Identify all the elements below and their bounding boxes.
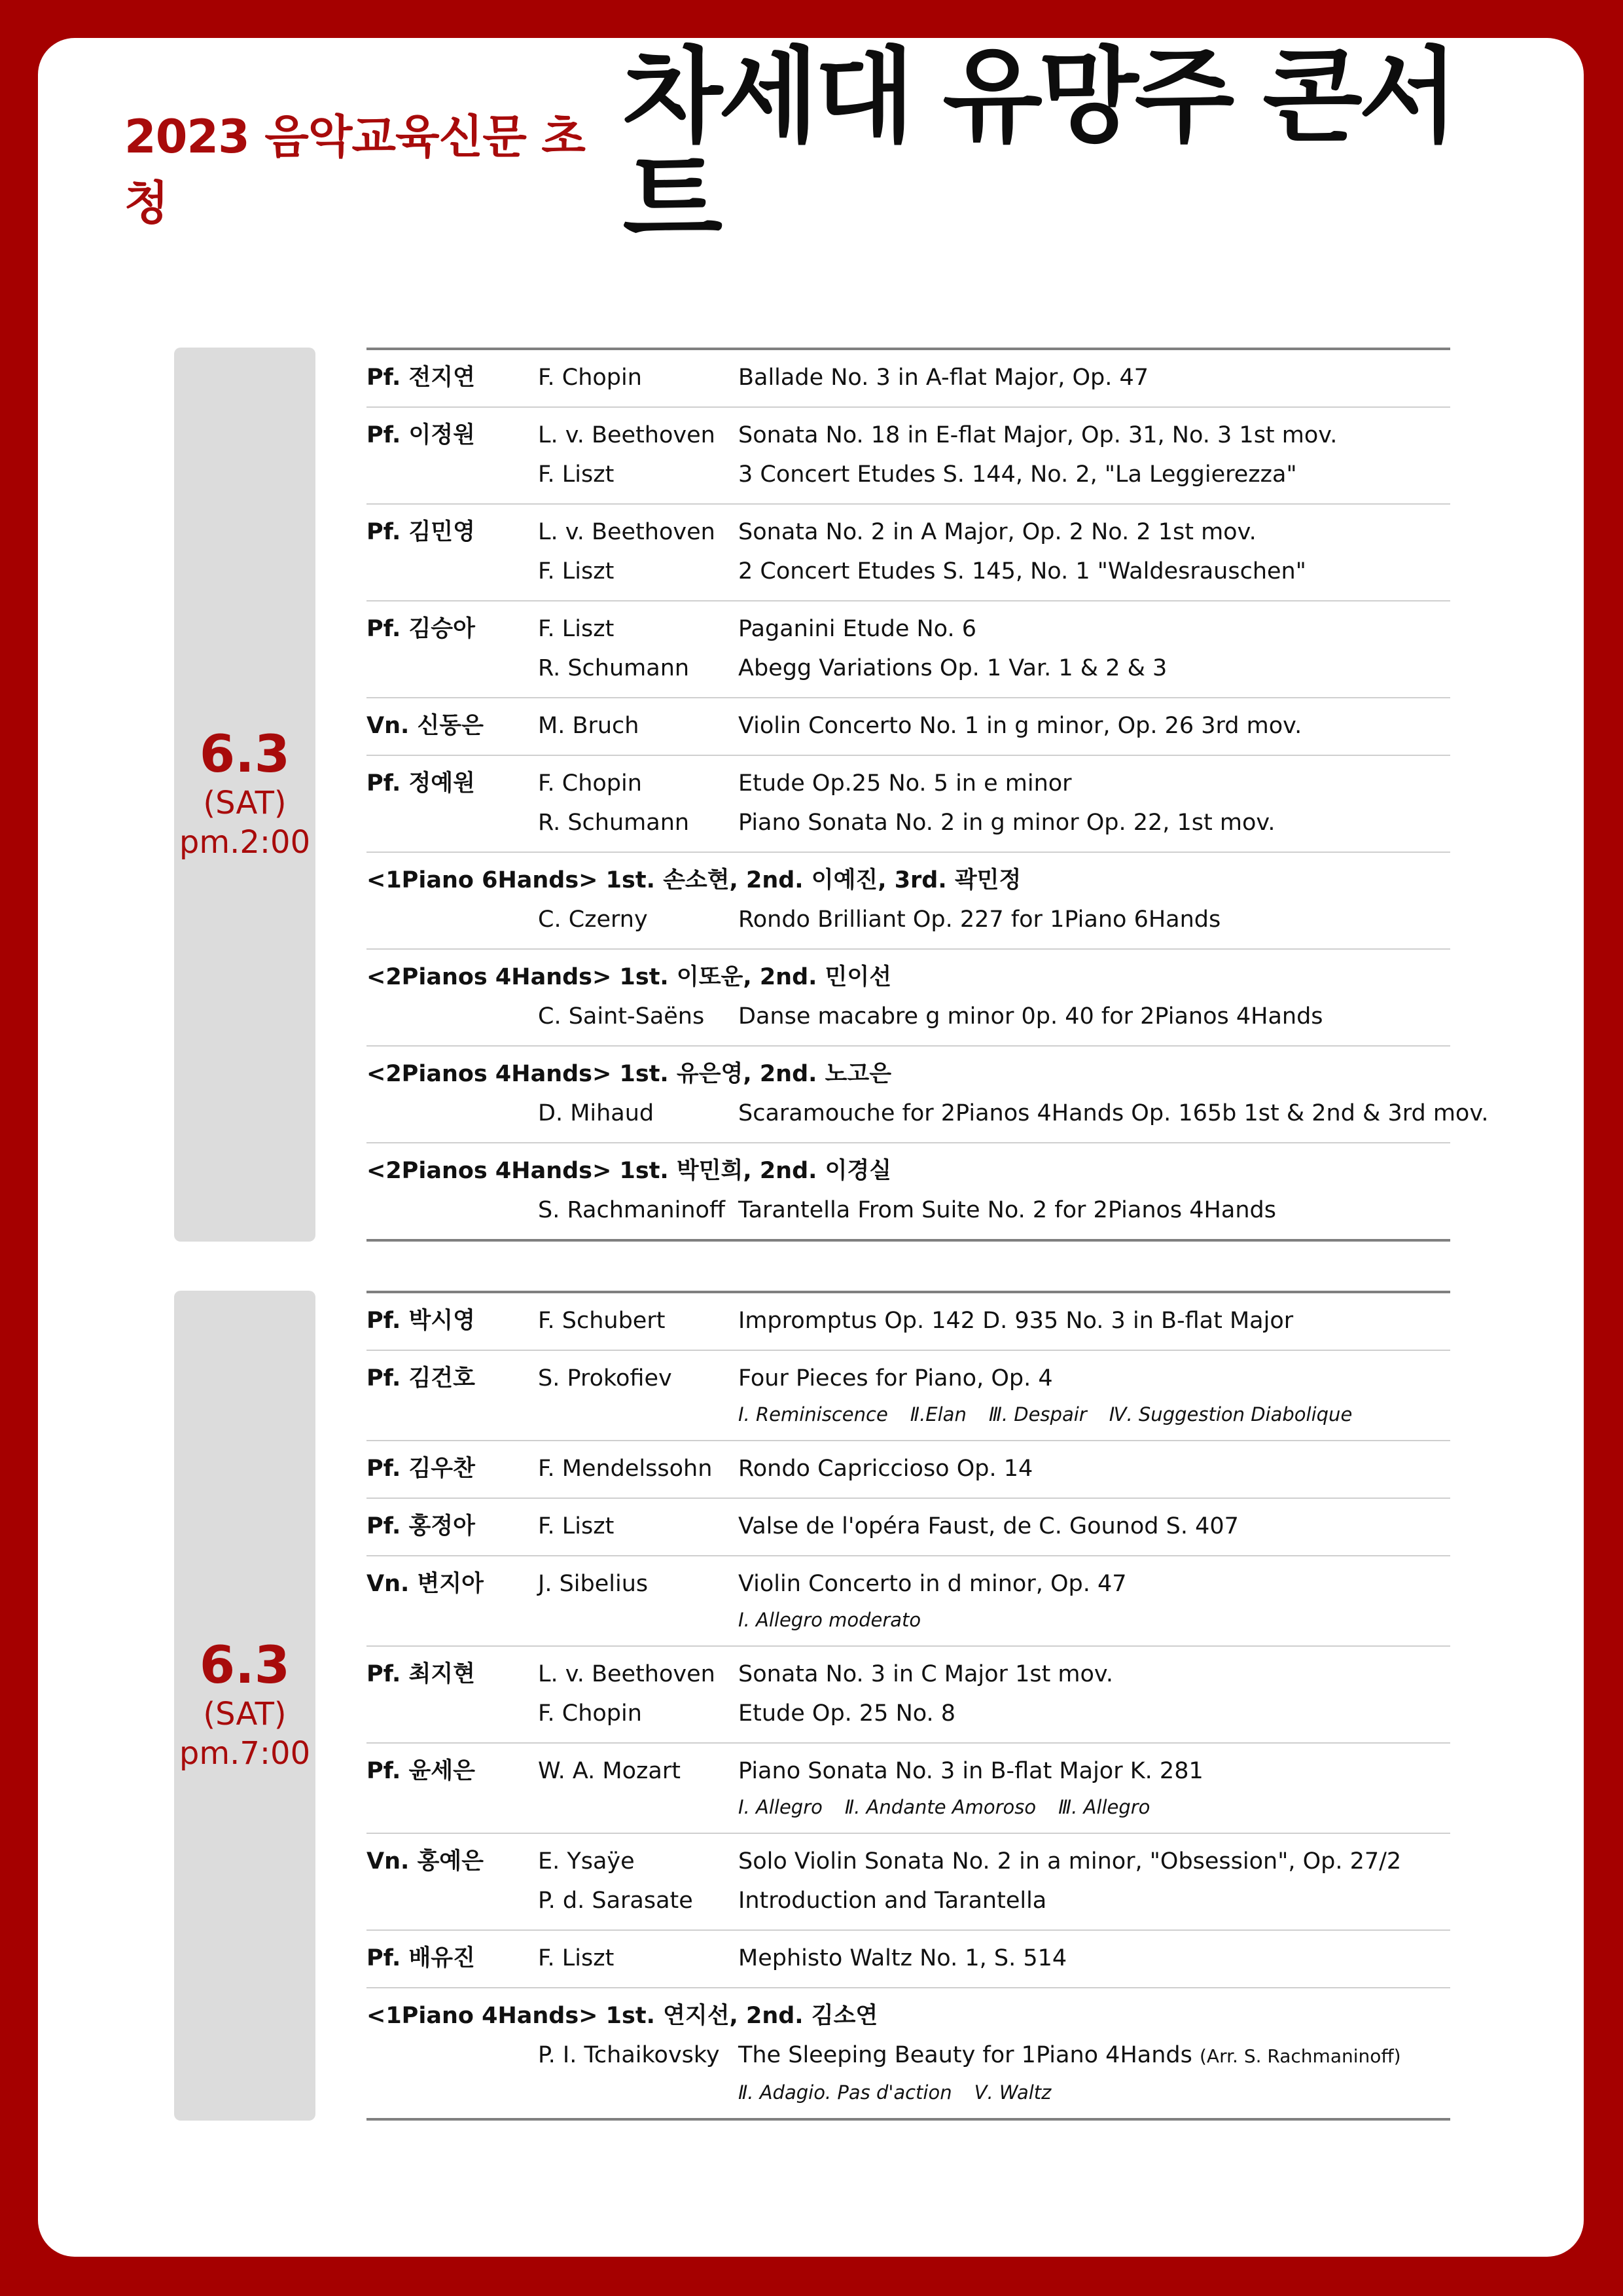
date-time: pm.7:00: [179, 1734, 311, 1772]
program-section-afternoon: [366, 348, 1489, 1242]
work-title-text: Impromptus Op. 142 D. 935 No. 3 in B-flat Major: [738, 1308, 1294, 1334]
composer-name: W. A. Mozart: [538, 1758, 681, 1784]
piece-row: [366, 1449, 1450, 1488]
work-title-text: Introduction and Tarantella: [738, 1888, 1047, 1914]
performer-name: Pf. 윤세은: [366, 1758, 475, 1784]
composer-name: F. Liszt: [538, 558, 615, 584]
composer-name: E. Ysaÿe: [538, 1848, 635, 1874]
program-entry: [366, 1293, 1450, 1351]
program-entry: [366, 601, 1450, 698]
composer-name: F. Mendelssohn: [538, 1456, 713, 1482]
ensemble-label: <1Piano 6Hands> 1st. 손소현, 2nd. 이예진, 3rd. 곽민정: [366, 867, 1022, 893]
work-title: [738, 2036, 1450, 2076]
performer-name: Pf. 전지연: [366, 365, 475, 391]
piece-row: [366, 1507, 1450, 1546]
performer-name: Pf. 배유진: [366, 1945, 475, 1971]
work-title: [738, 1507, 1450, 1546]
work-title-text: Sonata No. 18 in E-flat Major, Op. 31, No. 3 1st mov.: [738, 422, 1338, 448]
work-title: [738, 649, 1450, 688]
piece-row: [366, 1939, 1450, 1978]
piece-row: [366, 1094, 1489, 1133]
piece-row: [366, 1301, 1450, 1340]
program-entry: [366, 1744, 1450, 1834]
work-title: [738, 552, 1450, 591]
work-title: [738, 706, 1450, 745]
performer-name: Pf. 김승아: [366, 616, 475, 642]
work-title: [738, 512, 1450, 552]
movement-item: Ⅱ.Elan: [910, 1403, 967, 1426]
performer-name: Vn. 신동은: [366, 713, 484, 739]
composer-name: F. Liszt: [538, 616, 615, 642]
movement-item: Ⅲ. Despair: [988, 1403, 1087, 1426]
work-title: [738, 1655, 1450, 1694]
composer-name: P. d. Sarasate: [538, 1888, 693, 1914]
movement-item: Ⅰ. Reminiscence: [738, 1403, 888, 1426]
work-title: [738, 1694, 1450, 1733]
work-title-text: Danse macabre g minor 0p. 40 for 2Pianos 4Hands: [738, 1003, 1323, 1030]
piece-row: [366, 997, 1450, 1036]
work-title: [738, 1842, 1450, 1881]
work-title-text: Violin Concerto No. 1 in g minor, Op. 26 3rd mov.: [738, 713, 1302, 739]
performer-name: Pf. 김민영: [366, 519, 475, 545]
ensemble-label: <2Pianos 4Hands> 1st. 유은영, 2nd. 노고은: [366, 1061, 892, 1087]
arrangement-note: (Arr. S. Rachmaninoff): [1200, 2045, 1401, 2067]
work-title: [738, 900, 1450, 939]
performer-name: Pf. 박시영: [366, 1308, 475, 1334]
work-title-text: Etude Op.25 No. 5 in e minor: [738, 770, 1072, 797]
piece-row: [366, 455, 1450, 494]
program-entry: [366, 853, 1450, 950]
movement-item: Ⅰ. Allegro: [738, 1796, 823, 1818]
date-box-afternoon: [174, 348, 315, 1242]
composer-name: L. v. Beethoven: [538, 422, 715, 448]
movement-item: Ⅱ. Andante Amoroso: [844, 1796, 1037, 1818]
program-entry: [366, 1647, 1450, 1744]
title-sponsor: 2023 음악교육신문 초청: [124, 110, 585, 230]
performer-name: Pf. 최지현: [366, 1661, 475, 1687]
date-time: pm.2:00: [179, 823, 311, 861]
performer-name: Pf. 홍정아: [366, 1513, 475, 1539]
performer-name: Vn. 홍예은: [366, 1848, 484, 1874]
composer-name: F. Liszt: [538, 1513, 615, 1539]
work-title-text: The Sleeping Beauty for 1Piano 4Hands: [738, 2042, 1192, 2068]
work-title: [738, 358, 1450, 397]
performer-name: Vn. 변지아: [366, 1571, 484, 1597]
work-title-text: 3 Concert Etudes S. 144, No. 2, "La Leggierezza": [738, 461, 1297, 488]
movement-item: Ⅴ. Waltz: [974, 2081, 1052, 2104]
program-entry: [366, 1441, 1450, 1499]
program-entry: [366, 408, 1450, 505]
piece-row: [366, 1191, 1450, 1230]
movements-list: [366, 1398, 1450, 1431]
piece-row: [366, 1751, 1450, 1791]
performer-name: Pf. 정예원: [366, 770, 475, 797]
work-title-text: Rondo Capriccioso Op. 14: [738, 1456, 1033, 1482]
composer-name: F. Liszt: [538, 461, 615, 488]
piece-row: [366, 1881, 1450, 1920]
title-concert: 차세대 유망주 콘서트: [622, 37, 1455, 260]
work-title-text: Ballade No. 3 in A-flat Major, Op. 47: [738, 365, 1149, 391]
work-title: [738, 1449, 1450, 1488]
program-entry: [366, 1834, 1450, 1931]
program-section-evening: [366, 1291, 1450, 2121]
work-title-text: Piano Sonata No. 3 in B-flat Major K. 281: [738, 1758, 1204, 1784]
piece-row: [366, 706, 1450, 745]
performer-name: Pf. 김건호: [366, 1365, 475, 1391]
composer-name: C. Saint-Saëns: [538, 1003, 705, 1030]
work-title: [738, 609, 1450, 649]
work-title: [738, 1301, 1450, 1340]
work-title: [738, 1939, 1450, 1978]
piece-row: [366, 764, 1450, 803]
movement-item: Ⅰ. Allegro moderato: [738, 1609, 921, 1631]
work-title: [738, 1359, 1450, 1398]
work-title: [738, 764, 1450, 803]
date-weekday: (SAT): [203, 1695, 287, 1732]
composer-name: M. Bruch: [538, 713, 639, 739]
piece-row: [366, 1359, 1450, 1398]
work-title: [738, 1881, 1450, 1920]
composer-name: C. Czerny: [538, 906, 648, 933]
composer-name: R. Schumann: [538, 655, 690, 681]
work-title-text: Scaramouche for 2Pianos 4Hands Op. 165b 1st & 2nd & 3rd mov.: [738, 1100, 1489, 1126]
date-weekday: (SAT): [203, 784, 287, 821]
piece-row: [366, 609, 1450, 649]
program-entry: [366, 950, 1450, 1047]
composer-name: L. v. Beethoven: [538, 1661, 715, 1687]
piece-row: [366, 552, 1450, 591]
program-entry: [366, 1931, 1450, 1988]
program-entry: [366, 350, 1450, 408]
piece-row: [366, 416, 1450, 455]
piece-row: [366, 1694, 1450, 1733]
piece-row: [366, 649, 1450, 688]
work-title-text: Violin Concerto in d minor, Op. 47: [738, 1571, 1127, 1597]
program-entry: [366, 1988, 1450, 2118]
work-title: [738, 416, 1450, 455]
work-title-text: Valse de l'opéra Faust, de C. Gounod S. 407: [738, 1513, 1239, 1539]
work-title-text: Mephisto Waltz No. 1, S. 514: [738, 1945, 1067, 1971]
movements-list: [366, 1604, 1450, 1636]
composer-name: D. Mihaud: [538, 1100, 654, 1126]
work-title-text: Sonata No. 2 in A Major, Op. 2 No. 2 1st mov.: [738, 519, 1257, 545]
work-title: [738, 1564, 1450, 1604]
piece-row: [366, 358, 1450, 397]
work-title-text: Sonata No. 3 in C Major 1st mov.: [738, 1661, 1114, 1687]
work-title-text: Tarantella From Suite No. 2 for 2Pianos 4Hands: [738, 1197, 1276, 1223]
composer-name: J. Sibelius: [538, 1571, 649, 1597]
piece-row: [366, 2036, 1450, 2076]
work-title: [738, 455, 1450, 494]
work-title-text: Etude Op. 25 No. 8: [738, 1700, 956, 1727]
ensemble-label: <1Piano 4Hands> 1st. 연지선, 2nd. 김소연: [366, 2003, 878, 2029]
program-entry: [366, 1143, 1450, 1239]
composer-name: F. Chopin: [538, 770, 642, 797]
composer-name: S. Prokofiev: [538, 1365, 672, 1391]
program-title: [124, 37, 1499, 260]
movements-list: [366, 2076, 1450, 2109]
composer-name: S. Rachmaninoff: [538, 1197, 726, 1223]
composer-name: L. v. Beethoven: [538, 519, 715, 545]
piece-row: [366, 1655, 1450, 1694]
work-title: [738, 803, 1450, 842]
work-title-text: Solo Violin Sonata No. 2 in a minor, "Obsession", Op. 27/2: [738, 1848, 1402, 1874]
program-entry: [366, 505, 1450, 601]
composer-name: F. Chopin: [538, 365, 642, 391]
work-title-text: Paganini Etude No. 6: [738, 616, 976, 642]
work-title-text: Rondo Brilliant Op. 227 for 1Piano 6Hands: [738, 906, 1221, 933]
movement-item: Ⅱ. Adagio. Pas d'action: [738, 2081, 952, 2104]
performer-name: Pf. 김우찬: [366, 1456, 475, 1482]
composer-name: F. Liszt: [538, 1945, 615, 1971]
program-entry: [366, 1351, 1450, 1441]
composer-name: F. Schubert: [538, 1308, 666, 1334]
ensemble-label: <2Pianos 4Hands> 1st. 박민희, 2nd. 이경실: [366, 1158, 892, 1184]
work-title: [738, 1751, 1450, 1791]
piece-row: [366, 512, 1450, 552]
work-title: [738, 997, 1450, 1036]
work-title-text: Four Pieces for Piano, Op. 4: [738, 1365, 1053, 1391]
piece-row: [366, 900, 1450, 939]
piece-row: [366, 803, 1450, 842]
work-title-text: Abegg Variations Op. 1 Var. 1 & 2 & 3: [738, 655, 1168, 681]
date-box-evening: [174, 1291, 315, 2121]
date-day: 6.3: [199, 1636, 291, 1696]
work-title-text: 2 Concert Etudes S. 145, No. 1 "Waldesrauschen": [738, 558, 1306, 584]
date-day: 6.3: [199, 725, 291, 785]
ensemble-label: <2Pianos 4Hands> 1st. 이또운, 2nd. 민이선: [366, 964, 892, 990]
program-entry: [366, 756, 1450, 853]
piece-row: [366, 1842, 1450, 1881]
program-entry: [366, 1499, 1450, 1556]
work-title: [738, 1191, 1450, 1230]
work-title-text: Piano Sonata No. 2 in g minor Op. 22, 1st mov.: [738, 810, 1275, 836]
composer-name: R. Schumann: [538, 810, 690, 836]
performer-name: Pf. 이정원: [366, 422, 475, 448]
movements-list: [366, 1791, 1450, 1823]
composer-name: F. Chopin: [538, 1700, 642, 1727]
movement-item: Ⅲ. Allegro: [1058, 1796, 1150, 1818]
work-title: [738, 1094, 1488, 1133]
program-entry: [366, 1556, 1450, 1647]
movement-item: Ⅳ. Suggestion Diabolique: [1109, 1403, 1353, 1426]
composer-name: P. I. Tchaikovsky: [538, 2042, 720, 2068]
program-entry: [366, 1047, 1489, 1143]
program-entry: [366, 698, 1450, 756]
piece-row: [366, 1564, 1450, 1604]
